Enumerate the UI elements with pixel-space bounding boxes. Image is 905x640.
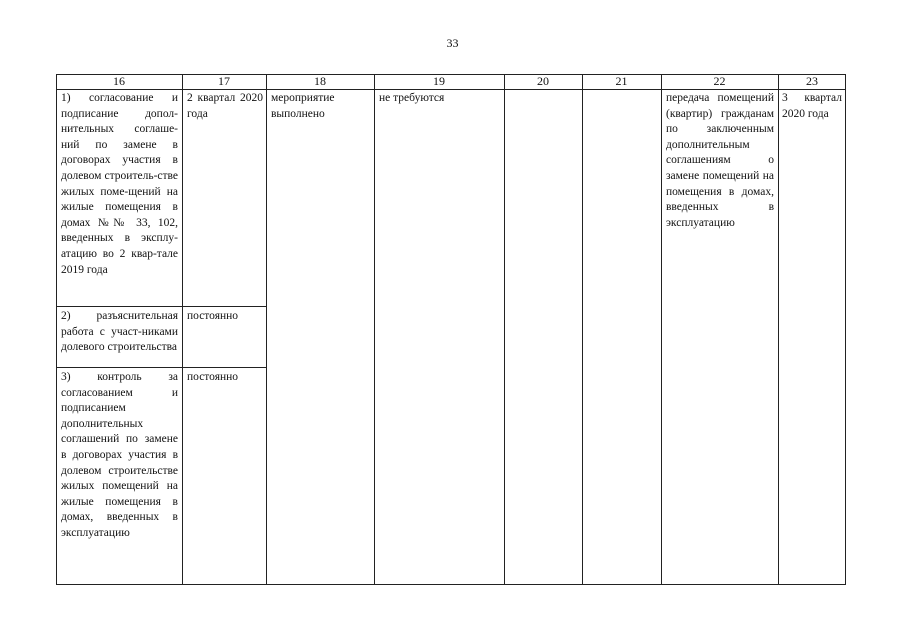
row-divider	[56, 306, 266, 307]
column-divider	[266, 74, 267, 585]
cell-funding: не требуются	[379, 92, 445, 104]
cell-measure-2: 2) разъяснительная работа с участ-никами долевого строительства	[61, 310, 178, 354]
cell-result-term: 3 квартал 2020 года	[782, 92, 842, 120]
header-col-19: 19	[433, 74, 445, 88]
header-col-21: 21	[615, 74, 628, 88]
header-col-17: 17	[218, 74, 230, 88]
column-divider	[582, 74, 583, 585]
cell-measure-3: 3) контроль за согласованием и подписанием дополнительных соглашений по замене в договорах участия в долевом строительстве жилых помещений на жилые помещения в домах, введенных в эксплуатацию	[61, 371, 178, 539]
cell-status: мероприятие выполнено	[271, 92, 335, 120]
cell-measure-1: 1) согласование и подписание допол-нительных соглаше-ний по замене в договорах участия в долевом строитель-стве жилых поме-щений на жилые помещения в домах №№ 33, 102, введенных в эксплу-атацию во 2 квар-тале 2019 года	[61, 92, 178, 276]
cell-result: передача помещений (квартир) гражданам по заключенным дополнительным соглашениям о замене помещений на помещения в домах, введенных в эксплуатацию	[666, 92, 774, 229]
header-divider	[56, 89, 846, 90]
header-col-23: 23	[806, 74, 818, 88]
page-number: 33	[446, 36, 459, 50]
column-divider	[374, 74, 375, 585]
header-col-16: 16	[113, 74, 125, 88]
header-col-18: 18	[314, 74, 326, 88]
column-divider	[778, 74, 779, 585]
header-col-20: 20	[537, 74, 549, 88]
column-divider	[661, 74, 662, 585]
column-divider	[504, 74, 505, 585]
cell-term-2: постоянно	[187, 310, 239, 322]
cell-term-3: постоянно	[187, 371, 239, 383]
row-divider	[56, 367, 266, 368]
header-col-22: 22	[713, 74, 726, 88]
column-divider	[182, 74, 183, 585]
cell-term-1: 2 квартал 2020 года	[187, 92, 263, 120]
